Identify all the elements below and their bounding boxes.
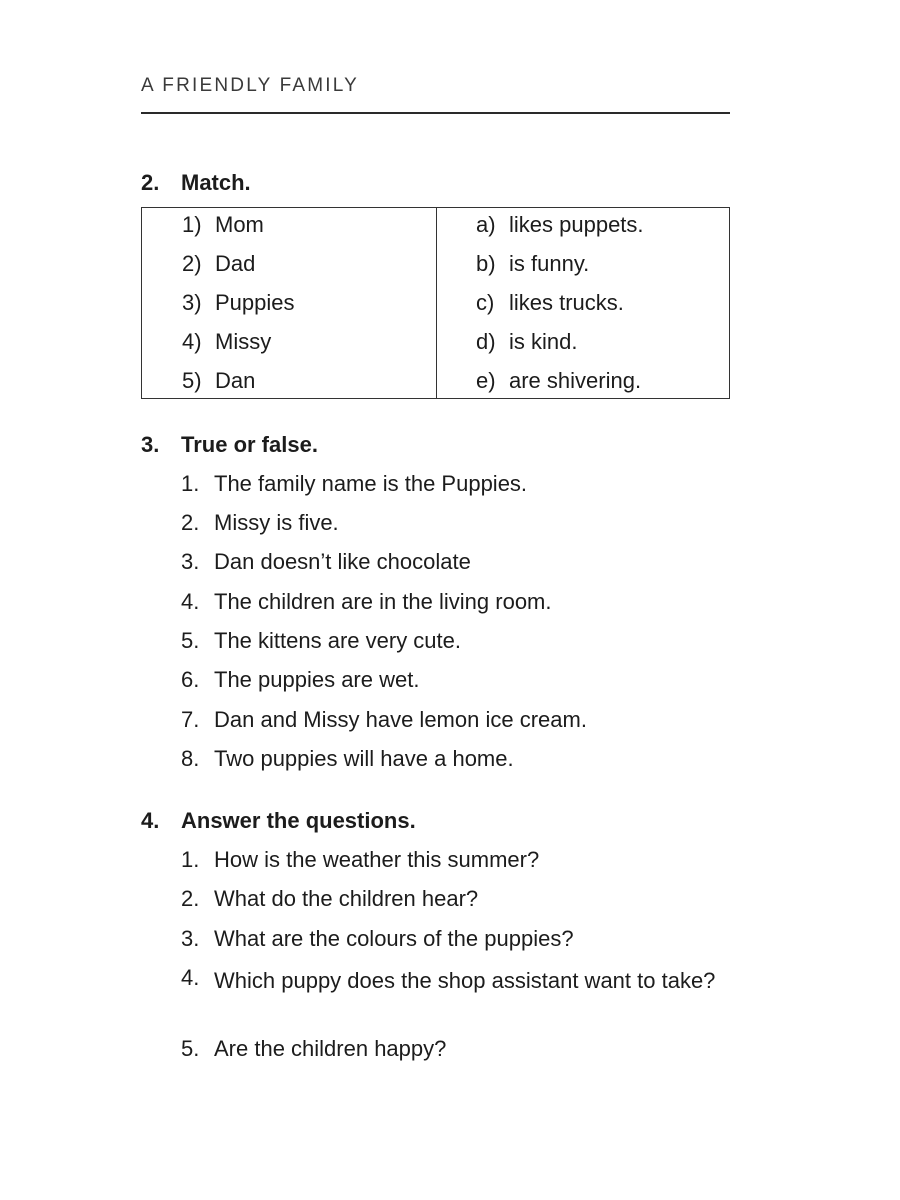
item-marker: 3. (181, 926, 200, 951)
item-marker: 1) (182, 212, 202, 237)
item-marker: d) (476, 329, 496, 354)
match-right-item (476, 368, 641, 394)
item-text: The children are in the living room. (214, 589, 552, 614)
item-marker: c) (476, 290, 495, 315)
item-text: Which puppy does the shop assistant want to take? (214, 968, 716, 993)
item-text: is kind. (509, 329, 578, 354)
table-divider (436, 208, 437, 398)
list-item (181, 847, 539, 873)
list-item (181, 965, 730, 996)
section-true-false-title (141, 432, 318, 458)
item-marker: 2) (182, 251, 202, 276)
item-text: Dad (215, 251, 256, 276)
item-text: likes trucks. (509, 290, 624, 315)
item-text: The kittens are very cute. (214, 628, 461, 653)
item-marker: 1. (181, 847, 200, 872)
section-number: 2. (141, 170, 160, 195)
match-left-item (182, 251, 255, 277)
item-marker: 2. (181, 510, 200, 535)
list-item (181, 510, 339, 536)
section-match-title (141, 170, 251, 196)
item-text: Puppies (215, 290, 295, 315)
list-item (181, 707, 587, 733)
item-text: Missy is five. (214, 510, 339, 535)
list-item (181, 471, 527, 497)
section-questions-title (141, 808, 416, 834)
item-text: Mom (215, 212, 264, 237)
list-item (181, 746, 514, 772)
item-marker: 1. (181, 471, 200, 496)
match-table (141, 207, 730, 399)
list-item (181, 589, 552, 615)
item-marker: 5) (182, 368, 202, 393)
list-item (181, 628, 461, 654)
item-marker: 3) (182, 290, 202, 315)
section-title-text: Match. (181, 170, 251, 195)
item-marker: 5. (181, 1036, 200, 1061)
item-marker: 6. (181, 667, 200, 692)
item-marker: 3. (181, 549, 200, 574)
item-text: Two puppies will have a home. (214, 746, 514, 771)
section-title-text: Answer the questions. (181, 808, 416, 833)
match-left-item (182, 212, 264, 238)
item-marker: e) (476, 368, 496, 393)
item-marker: 8. (181, 746, 200, 771)
match-left-item (182, 290, 295, 316)
item-text: Dan doesn’t like chocolate (214, 549, 471, 574)
item-marker: a) (476, 212, 496, 237)
match-right-item (476, 329, 577, 355)
match-left-item (182, 329, 271, 355)
item-marker: 4) (182, 329, 202, 354)
list-item (181, 926, 574, 952)
list-item (181, 1036, 446, 1062)
running-head: A FRIENDLY FAMILY (141, 75, 359, 96)
item-text: Dan (215, 368, 256, 393)
match-right-item (476, 251, 589, 277)
match-right-item (476, 290, 624, 316)
item-marker: 4. (181, 965, 200, 990)
section-title-text: True or false. (181, 432, 318, 457)
item-marker: 2. (181, 886, 200, 911)
item-text: likes puppets. (509, 212, 644, 237)
match-left-item (182, 368, 255, 394)
list-item (181, 886, 478, 912)
item-text: How is the weather this summer? (214, 847, 540, 872)
item-text: are shivering. (509, 368, 642, 393)
section-number: 3. (141, 432, 160, 457)
item-text: What are the colours of the puppies? (214, 926, 574, 951)
section-number: 4. (141, 808, 160, 833)
match-right-item (476, 212, 644, 238)
item-text: The puppies are wet. (214, 667, 420, 692)
list-item (181, 549, 471, 575)
item-text: Are the children happy? (214, 1036, 447, 1061)
item-text: Dan and Missy have lemon ice cream. (214, 707, 587, 732)
item-marker: b) (476, 251, 496, 276)
item-marker: 4. (181, 589, 200, 614)
item-marker: 5. (181, 628, 200, 653)
item-text: is funny. (509, 251, 590, 276)
item-text: Missy (215, 329, 272, 354)
item-marker: 7. (181, 707, 200, 732)
item-text: What do the children hear? (214, 886, 479, 911)
item-text: The family name is the Puppies. (214, 471, 528, 496)
list-item (181, 667, 419, 693)
header-rule (141, 112, 730, 114)
